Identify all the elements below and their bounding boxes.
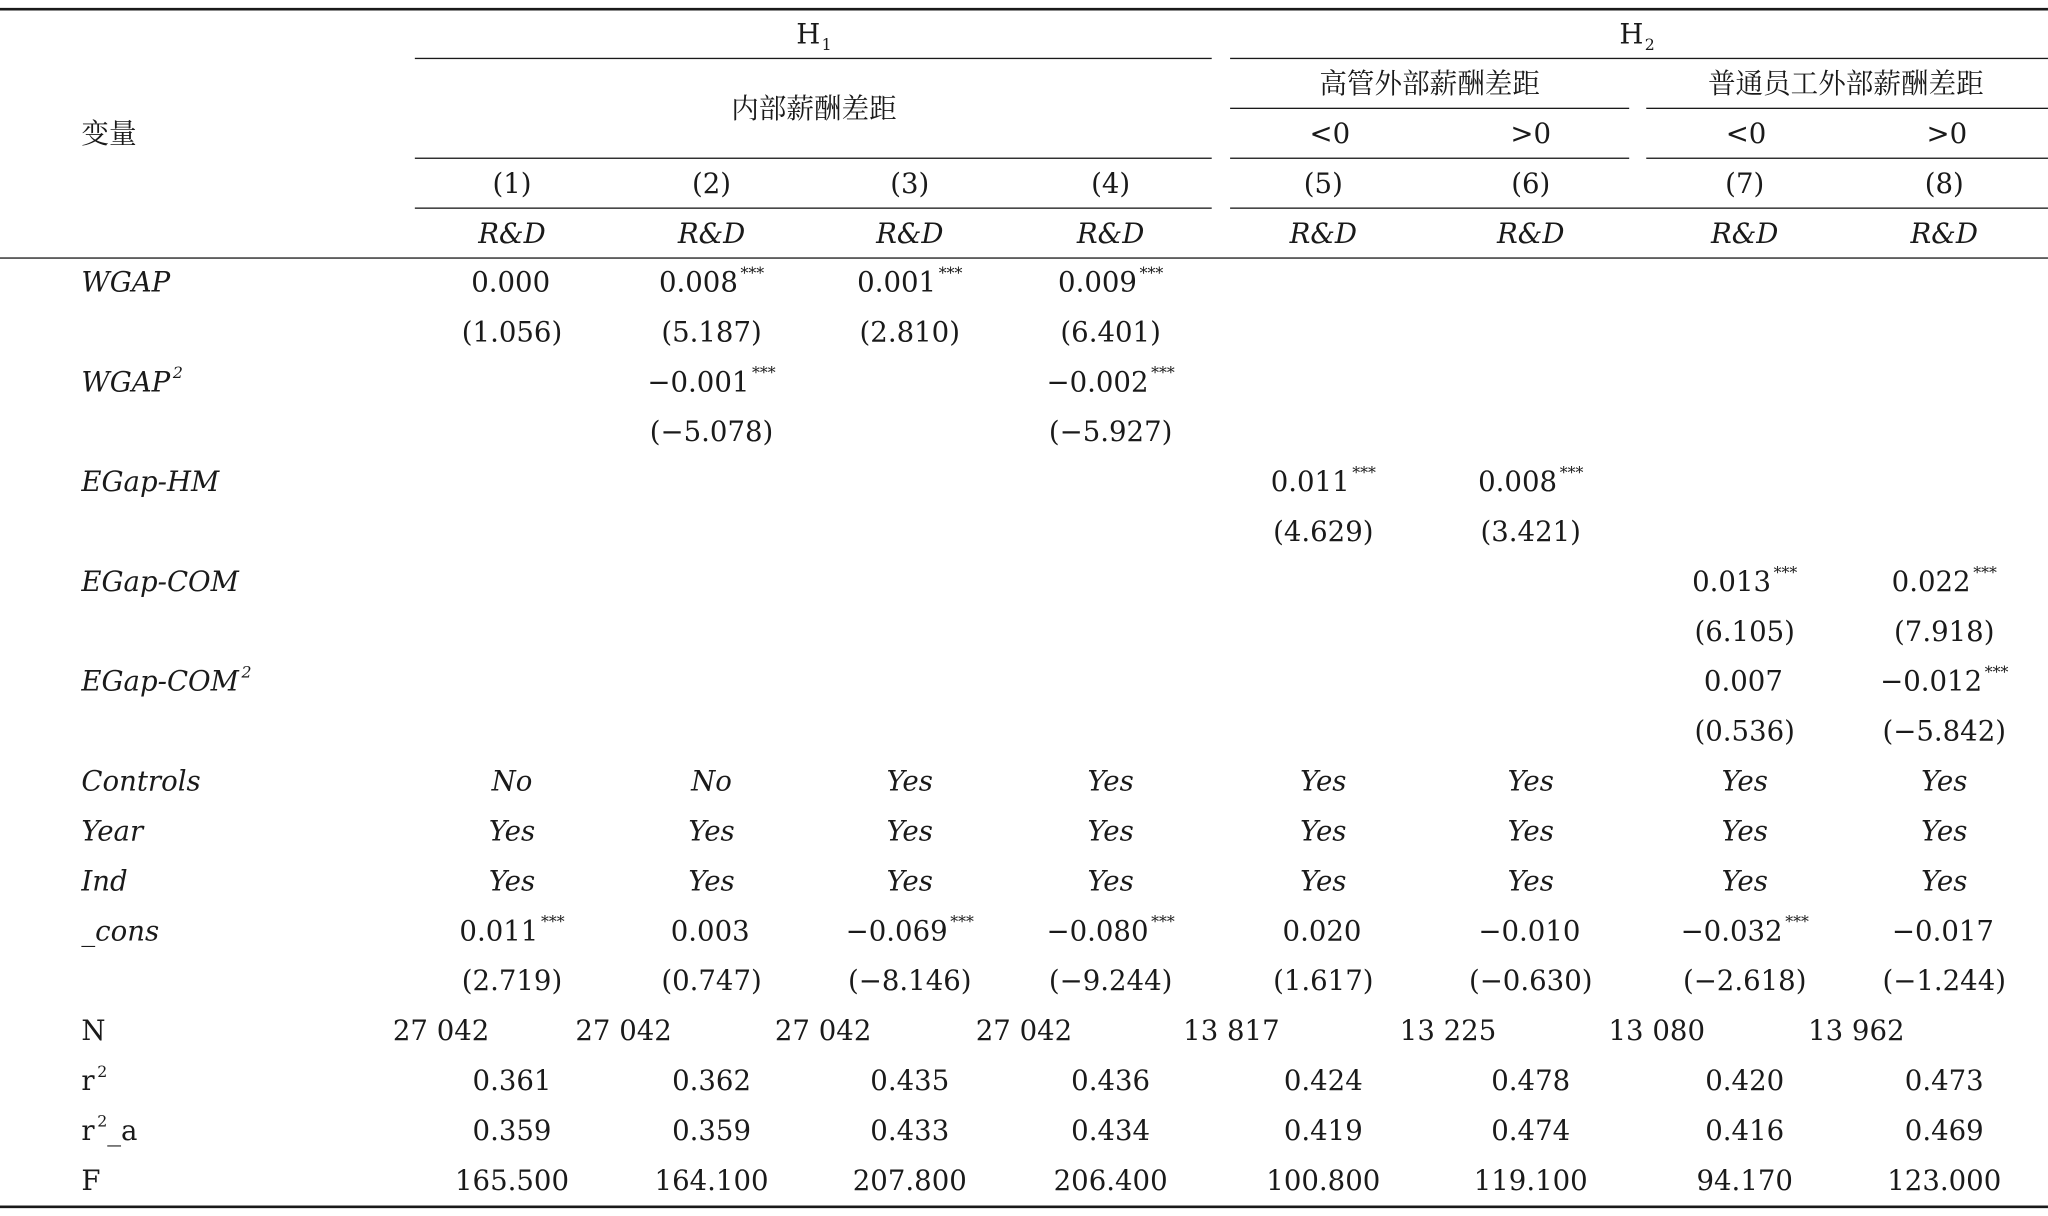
- coefficient: [1270, 463, 1376, 501]
- statistic-value: 0.361: [472, 1065, 552, 1097]
- coefficient: [658, 263, 765, 302]
- column-number: (3): [890, 168, 930, 200]
- row-label: [81, 466, 219, 498]
- coefficient-value: 0.008: [658, 266, 738, 299]
- rule-sign-right: [1646, 158, 2048, 159]
- control-indicator: No: [691, 765, 732, 798]
- coefficient-value: 0.009: [1058, 266, 1137, 299]
- constant-coefficient: [671, 915, 753, 950]
- statistic-value: 0.435: [870, 1065, 950, 1097]
- significance-stars: ***: [740, 263, 765, 283]
- control-indicator: Yes: [488, 815, 536, 848]
- statistic-value: 0.419: [1283, 1114, 1363, 1147]
- statistic-value: 119.100: [1473, 1164, 1588, 1197]
- row-label-text: WGAP: [81, 266, 171, 299]
- t-statistic: (−2.618): [1682, 965, 1807, 997]
- statistic-value: 0.362: [672, 1065, 752, 1097]
- row-label-superscript: 2: [97, 1062, 108, 1081]
- row-label: [81, 267, 170, 299]
- statistic-value: 0.474: [1491, 1114, 1571, 1147]
- coefficient-value: 0.013: [1692, 565, 1772, 598]
- rule-colnum-right: [1230, 207, 2048, 208]
- dependent-variable: R&D: [1076, 217, 1145, 250]
- row-label: [81, 1112, 138, 1150]
- coefficient-value: 0.001: [857, 266, 937, 299]
- statistic-value: 123.000: [1887, 1164, 2002, 1197]
- dependent-variable: R&D: [478, 217, 546, 250]
- statistic-value: 206.400: [1053, 1164, 1168, 1197]
- control-indicator: Yes: [1721, 865, 1768, 897]
- column-number: (8): [1924, 168, 1964, 200]
- control-indicator: Yes: [688, 815, 735, 848]
- control-indicator: Yes: [886, 815, 933, 848]
- constant-coefficient: [1892, 915, 1997, 950]
- row-label-text: r: [81, 1065, 95, 1097]
- control-indicator: Yes: [1721, 815, 1768, 848]
- significance-stars: ***: [1151, 363, 1175, 383]
- coefficient-value: 0.000: [471, 266, 551, 299]
- dependent-variable: R&D: [1711, 217, 1779, 250]
- control-indicator: Yes: [1507, 815, 1554, 848]
- row-label: [81, 1015, 105, 1047]
- row-label: [81, 1062, 108, 1100]
- internal-gap-header: 内部薪酬差距: [731, 93, 897, 125]
- sign-header: <0: [1309, 118, 1351, 150]
- statistic-value: 0.359: [672, 1114, 752, 1147]
- statistic-value: 164.100: [654, 1164, 769, 1197]
- t-statistic: (7.918): [1894, 615, 1995, 648]
- significance-stars: ***: [1973, 563, 1997, 582]
- column-number: (1): [492, 168, 532, 200]
- statistic-value: 207.800: [852, 1164, 967, 1197]
- column-number: (6): [1511, 168, 1551, 200]
- coefficient: [1478, 463, 1584, 501]
- sign-header: >0: [1510, 118, 1552, 150]
- top-rule: [0, 8, 2048, 11]
- dependent-variable: R&D: [876, 217, 944, 250]
- row-label: [81, 566, 238, 598]
- statistic-value: 0.434: [1071, 1114, 1151, 1147]
- control-indicator: Yes: [688, 865, 735, 897]
- t-statistic: (−5.842): [1882, 715, 2007, 748]
- coefficient: [1058, 263, 1164, 302]
- control-indicator: Yes: [1087, 865, 1134, 897]
- statistic-value: 0.433: [870, 1114, 950, 1147]
- row-label-text: WGAP: [81, 366, 171, 398]
- constant-coefficient-value: 0.011: [459, 915, 539, 947]
- coefficient: [1891, 563, 1997, 601]
- sign-header: <0: [1725, 118, 1767, 150]
- constant-coefficient-value: 0.003: [670, 915, 750, 947]
- column-number: (2): [692, 168, 732, 200]
- t-statistic: (0.536): [1694, 715, 1795, 748]
- row-label: Ind: [81, 865, 128, 897]
- statistic-value: 165.500: [454, 1164, 569, 1197]
- coefficient-value: 0.007: [1703, 665, 1783, 698]
- h1-header: $H_1$: [796, 18, 832, 54]
- constant-coefficient: [845, 912, 974, 950]
- rule-sign-mid: [1230, 158, 1629, 159]
- coefficient: [1046, 363, 1175, 401]
- significance-stars: ***: [1352, 463, 1376, 482]
- statistic-value: 0.469: [1904, 1114, 1984, 1147]
- row-label-text: N: [81, 1015, 106, 1047]
- coefficient: [857, 263, 963, 302]
- control-indicator: Yes: [1507, 865, 1554, 897]
- coefficient: [647, 363, 776, 401]
- t-statistic: (0.747): [661, 965, 762, 997]
- coefficient-value: 0.011: [1270, 466, 1350, 498]
- statistic-value: 27 042: [774, 1015, 872, 1047]
- dependent-variable: R&D: [677, 217, 746, 250]
- control-indicator: No: [491, 765, 533, 798]
- t-statistic: (−9.244): [1048, 965, 1173, 997]
- row-label-text: F: [81, 1164, 101, 1197]
- row-label-superscript: 2: [172, 363, 183, 383]
- constant-coefficient: [1046, 912, 1175, 950]
- row-label-superscript: 2: [97, 1112, 108, 1131]
- significance-stars: ***: [938, 263, 963, 283]
- row-label-text: EGap-COM: [81, 665, 239, 698]
- significance-stars: ***: [540, 912, 565, 932]
- t-statistic: (−1.244): [1882, 965, 2007, 997]
- control-indicator: Yes: [1300, 765, 1347, 798]
- column-number: (4): [1091, 168, 1131, 200]
- row-label-text: r: [81, 1114, 95, 1147]
- rule-colnum-left: [415, 207, 1212, 208]
- rule-staff-gap: [1646, 108, 2048, 109]
- statistic-value: 13 080: [1608, 1015, 1705, 1047]
- coefficient: [471, 267, 553, 302]
- significance-stars: ***: [1559, 463, 1584, 482]
- row-label-suffix: _a: [107, 1114, 138, 1147]
- t-statistic: (−5.927): [1048, 416, 1173, 448]
- row-label: Year: [81, 815, 144, 848]
- exec-external-gap-header: 高管外部薪酬差距: [1319, 68, 1540, 100]
- constant-coefficient-value: 0.020: [1282, 915, 1362, 947]
- coefficient-value: −0.002: [1046, 366, 1149, 398]
- coefficient-value: −0.001: [647, 366, 750, 398]
- t-statistic: (6.105): [1694, 615, 1795, 648]
- constant-coefficient-value: −0.069: [845, 915, 948, 947]
- statistic-value: 94.170: [1696, 1164, 1793, 1197]
- t-statistic: (−8.146): [847, 965, 972, 997]
- column-number: (7): [1725, 168, 1765, 200]
- statistic-value: 100.800: [1266, 1164, 1381, 1197]
- dependent-variable: R&D: [1497, 217, 1565, 250]
- significance-stars: ***: [1984, 663, 2009, 682]
- statistic-value: 0.424: [1283, 1065, 1363, 1097]
- row-label: _cons: [81, 915, 160, 947]
- statistic-value: 13 962: [1808, 1015, 1905, 1047]
- t-statistic: (1.617): [1273, 965, 1374, 997]
- control-indicator: Yes: [488, 865, 536, 897]
- control-indicator: Yes: [1721, 765, 1768, 798]
- control-indicator: Yes: [1921, 765, 1968, 798]
- row-label: [81, 663, 252, 701]
- coefficient-value: 0.022: [1891, 565, 1971, 598]
- constant-coefficient: [1283, 915, 1365, 950]
- constant-coefficient-value: −0.010: [1478, 915, 1581, 947]
- t-statistic: (−5.078): [649, 416, 774, 448]
- control-indicator: Yes: [1087, 765, 1134, 798]
- significance-stars: ***: [1773, 563, 1798, 582]
- constant-coefficient-value: −0.080: [1046, 915, 1149, 947]
- statistic-value: 0.416: [1705, 1114, 1785, 1147]
- row-label: Controls: [81, 765, 201, 798]
- coefficient-value: −0.012: [1880, 665, 1983, 698]
- coefficient: [1880, 663, 2009, 701]
- statistic-value: 0.436: [1071, 1065, 1151, 1097]
- variable-header: 变量: [81, 118, 137, 150]
- constant-coefficient: [459, 912, 565, 950]
- column-number: (5): [1303, 168, 1343, 200]
- statistic-value: 27 042: [975, 1015, 1073, 1047]
- sign-header: >0: [1926, 118, 1968, 150]
- control-indicator: Yes: [886, 765, 933, 798]
- statistic-value: 13 225: [1399, 1015, 1497, 1047]
- statistic-value: 0.473: [1904, 1065, 1984, 1097]
- row-label-text: EGap-HM: [81, 466, 220, 498]
- statistic-value: 0.420: [1705, 1065, 1785, 1097]
- h2-header: $H_2$: [1619, 18, 1655, 54]
- statistic-value: 13 817: [1183, 1015, 1280, 1047]
- control-indicator: Yes: [1921, 815, 1968, 848]
- control-indicator: Yes: [1507, 765, 1554, 798]
- constant-coefficient: [1680, 912, 1809, 950]
- coefficient: [1704, 666, 1786, 701]
- dependent-variable: R&D: [1289, 217, 1358, 250]
- coefficient: [1692, 563, 1798, 601]
- t-statistic: (6.401): [1060, 316, 1161, 348]
- statistic-value: 27 042: [392, 1015, 490, 1047]
- t-statistic: (−0.630): [1468, 965, 1593, 997]
- t-statistic: (5.187): [661, 316, 762, 348]
- t-statistic: (2.719): [461, 965, 563, 997]
- control-indicator: Yes: [1921, 865, 1968, 897]
- significance-stars: ***: [752, 363, 776, 383]
- significance-stars: ***: [1151, 912, 1175, 932]
- t-statistic: (2.810): [859, 316, 960, 348]
- row-label: [81, 1165, 100, 1197]
- control-indicator: Yes: [886, 865, 933, 897]
- t-statistic: (4.629): [1273, 516, 1374, 548]
- statistic-value: 0.478: [1491, 1065, 1571, 1097]
- statistic-value: 0.359: [472, 1114, 552, 1147]
- constant-coefficient-value: −0.017: [1891, 915, 1994, 947]
- significance-stars: ***: [1785, 912, 1809, 932]
- significance-stars: ***: [1139, 263, 1164, 283]
- staff-external-gap-header: 普通员工外部薪酬差距: [1707, 68, 1984, 100]
- control-indicator: Yes: [1087, 815, 1134, 848]
- rule-sign-left: [415, 158, 1212, 159]
- constant-coefficient: [1478, 915, 1583, 950]
- row-label-superscript: 2: [241, 663, 252, 682]
- rule-h1: [415, 58, 1212, 59]
- bottom-rule: [0, 1206, 2048, 1209]
- header-bottom-rule: [0, 257, 2048, 258]
- dependent-variable: R&D: [1910, 217, 1978, 250]
- rule-exec-gap: [1230, 108, 1629, 109]
- control-indicator: Yes: [1300, 865, 1347, 897]
- t-statistic: (3.421): [1480, 516, 1581, 548]
- rule-h2: [1230, 58, 2048, 59]
- significance-stars: ***: [950, 912, 974, 932]
- control-indicator: Yes: [1300, 815, 1347, 848]
- row-label-text: EGap-COM: [81, 565, 239, 598]
- statistic-value: 27 042: [575, 1015, 672, 1047]
- row-label: [81, 363, 183, 401]
- t-statistic: (1.056): [461, 316, 563, 348]
- coefficient-value: 0.008: [1478, 466, 1558, 498]
- constant-coefficient-value: −0.032: [1680, 915, 1783, 947]
